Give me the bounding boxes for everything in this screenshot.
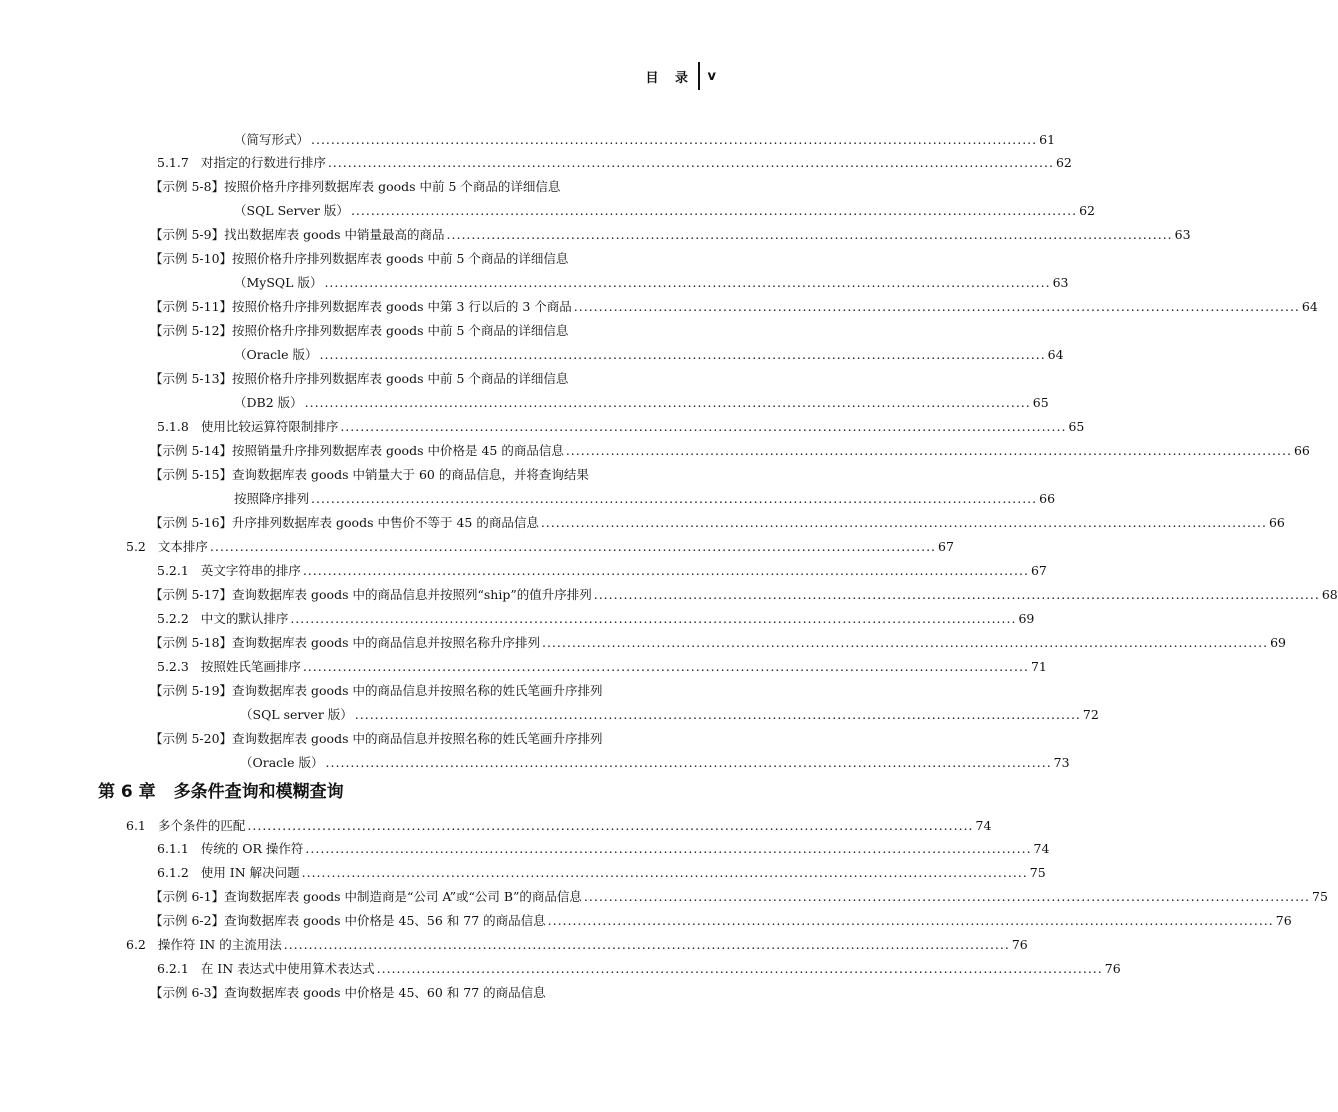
toc-leader: .................................................................................................................................................. [247, 818, 974, 833]
toc-entry[interactable] [150, 587, 1338, 603]
toc-leader: .................................................................................................................................................. [305, 841, 1032, 856]
toc-entry[interactable] [150, 635, 1287, 651]
toc-page-number: 62 [1079, 203, 1095, 218]
toc-entry[interactable] [150, 515, 1285, 531]
toc-entry-text: 【示例 5-19】查询数据库表 goods 中的商品信息并按照名称的姓氏笔画升序排列 [150, 683, 603, 698]
toc-entry-text: 【示例 5-20】查询数据库表 goods 中的商品信息并按照名称的姓氏笔画升序排列 [150, 731, 603, 746]
toc-entry[interactable] [126, 818, 992, 834]
toc-leader: .................................................................................................................................................. [350, 203, 1078, 218]
toc-entry[interactable] [150, 179, 560, 195]
toc-page-number: 73 [1053, 755, 1070, 770]
toc-leader: .................................................................................................................................................. [302, 659, 1029, 674]
toc-page-number: 68 [1321, 587, 1338, 602]
toc-entry-text: 【示例 5-16】升序排列数据库表 goods 中售价不等于 45 的商品信息 [150, 515, 539, 530]
toc-entry[interactable] [240, 755, 1070, 771]
toc-page-number: 65 [1032, 395, 1049, 410]
toc-entry[interactable] [126, 937, 1028, 953]
toc-entry-text: 操作符 IN 的主流用法 [157, 937, 282, 952]
toc-entry[interactable] [157, 841, 1050, 857]
toc-entry[interactable] [150, 467, 589, 483]
toc-leader: .................................................................................................................................................. [319, 347, 1046, 362]
toc-page-number: 67 [1030, 563, 1047, 578]
toc-entry-text: （简写形式） [234, 132, 310, 147]
toc-entry[interactable] [234, 132, 1056, 148]
toc-page-number: 63 [1052, 275, 1069, 290]
toc-leader: .................................................................................................................................................. [311, 491, 1038, 506]
toc-page-number: 72 [1082, 707, 1099, 722]
toc-page-number: 62 [1055, 155, 1072, 170]
toc-leader: .................................................................................................................................................. [311, 132, 1038, 147]
toc-entry[interactable] [234, 395, 1049, 411]
toc-entry[interactable] [157, 155, 1072, 171]
toc-entry-text: 中文的默认排序 [200, 611, 289, 626]
toc-entry[interactable] [150, 985, 546, 1001]
toc-page-number: 74 [975, 818, 992, 833]
chapter-title: 多条件查询和模糊查询 [173, 782, 344, 802]
toc-section-number: 6.2 [126, 937, 146, 952]
toc-page-number: 69 [1018, 611, 1035, 626]
toc-section-number: 5.2.3 [157, 659, 189, 674]
toc-section-number: 5.2 [126, 539, 146, 554]
toc-page-number: 63 [1174, 227, 1191, 242]
toc-entry[interactable] [234, 347, 1064, 363]
toc-entry[interactable] [157, 961, 1121, 977]
toc-entry-text: 传统的 OR 操作符 [200, 841, 304, 856]
toc-entry[interactable] [157, 611, 1035, 627]
toc-section-number: 5.1.7 [157, 155, 189, 170]
toc-page-number: 75 [1029, 865, 1046, 880]
toc-entry[interactable] [150, 323, 568, 339]
toc-leader: .................................................................................................................................................. [565, 443, 1292, 458]
toc-leader: .................................................................................................................................................. [290, 611, 1017, 626]
toc-entry-text: 【示例 5-15】查询数据库表 goods 中销量大于 60 的商品信息，并将查询结果 [150, 467, 589, 482]
toc-entry-text: 【示例 5-8】按照价格升序排列数据库表 goods 中前 5 个商品的详细信息 [150, 179, 561, 194]
toc-page-number: 64 [1047, 347, 1064, 362]
toc-page-number: 75 [1312, 889, 1328, 904]
toc-leader: .................................................................................................................................................. [354, 707, 1081, 722]
header-title: 目 录 [645, 70, 695, 86]
toc-entry-text: 多个条件的匹配 [157, 818, 246, 833]
toc-leader: .................................................................................................................................................. [541, 635, 1269, 650]
toc-page-number: 69 [1270, 635, 1287, 650]
toc-page-number: 66 [1039, 491, 1056, 506]
toc-entry-text: 英文字符串的排序 [200, 563, 301, 578]
toc-entry[interactable] [157, 659, 1047, 675]
toc-page-number: 64 [1301, 299, 1318, 314]
toc-entry-text: 使用比较运算符限制排序 [200, 419, 339, 434]
toc-entry[interactable] [234, 203, 1095, 219]
toc-entry-text: （SQL server 版） [240, 707, 353, 722]
toc-leader: .................................................................................................................................................. [304, 395, 1031, 410]
chapter-number: 第 6 章 [98, 782, 156, 802]
toc-page-number: 61 [1039, 132, 1056, 147]
toc-page-number: 71 [1030, 659, 1047, 674]
toc-entry-text: 【示例 5-10】按照价格升序排列数据库表 goods 中前 5 个商品的详细信息 [150, 251, 569, 266]
toc-leader: .................................................................................................................................................. [325, 755, 1052, 770]
toc-page-number: 74 [1033, 841, 1050, 856]
toc-section-number: 6.1.2 [157, 865, 189, 880]
header-divider [698, 62, 700, 90]
toc-entry[interactable] [150, 251, 568, 267]
toc-leader: .................................................................................................................................................. [540, 515, 1267, 530]
toc-section-number: 5.2.2 [157, 611, 189, 626]
toc-entry-text: （Oracle 版） [234, 347, 318, 362]
toc-entry[interactable] [234, 275, 1069, 291]
toc-section-number: 6.1 [126, 818, 146, 833]
toc-entry-text: 【示例 5-12】按照价格升序排列数据库表 goods 中前 5 个商品的详细信息 [150, 323, 569, 338]
toc-leader: .................................................................................................................................................. [327, 155, 1054, 170]
toc-leader: .................................................................................................................................................. [283, 937, 1010, 952]
toc-entry[interactable] [157, 563, 1047, 579]
toc-leader: .................................................................................................................................................. [376, 961, 1103, 976]
toc-leader: .................................................................................................................................................. [547, 913, 1274, 928]
toc-entry-text: 【示例 5-14】按照销量升序排列数据库表 goods 中价格是 45 的商品信息 [150, 443, 564, 458]
toc-leader: .................................................................................................................................................. [446, 227, 1173, 242]
toc-entry-text: （MySQL 版） [234, 275, 323, 290]
toc-page-number: 66 [1268, 515, 1285, 530]
toc-entry-text: 使用 IN 解决问题 [200, 865, 300, 880]
toc-entry-text: 【示例 6-1】查询数据库表 goods 中制造商是“公司 A”或“公司 B”的商品信息 [150, 889, 582, 904]
toc-page-number: 76 [1011, 937, 1028, 952]
toc-leader: .................................................................................................................................................. [583, 889, 1311, 904]
toc-entry-text: （Oracle 版） [240, 755, 324, 770]
toc-leader: .................................................................................................................................................. [302, 563, 1029, 578]
toc-entry-text: 【示例 5-18】查询数据库表 goods 中的商品信息并按照名称升序排列 [150, 635, 540, 650]
toc-section-number: 5.2.1 [157, 563, 189, 578]
chapter-heading[interactable] [98, 777, 344, 802]
toc-entry-text: （SQL Server 版） [234, 203, 349, 218]
running-header [645, 62, 716, 90]
toc-entry[interactable] [150, 889, 1328, 905]
toc-page-number: 76 [1275, 913, 1292, 928]
toc-entry-text: 【示例 5-13】按照价格升序排列数据库表 goods 中前 5 个商品的详细信息 [150, 371, 569, 386]
toc-page-number: 76 [1104, 961, 1121, 976]
toc-entry-text: 对指定的行数进行排序 [200, 155, 326, 170]
toc-entry[interactable] [150, 443, 1310, 459]
toc-leader: .................................................................................................................................................. [209, 539, 937, 554]
toc-page-number: 67 [938, 539, 954, 554]
toc-entry[interactable] [157, 419, 1085, 435]
toc-entry-text: 文本排序 [157, 539, 208, 554]
toc-entry-text: 【示例 6-2】查询数据库表 goods 中价格是 45、56 和 77 的商品信息 [150, 913, 546, 928]
toc-leader: .................................................................................................................................................. [573, 299, 1300, 314]
toc-entry[interactable] [150, 731, 602, 747]
toc-entry[interactable] [150, 299, 1318, 315]
toc-entry-text: 【示例 5-17】查询数据库表 goods 中的商品信息并按照列“ship”的值升序排列 [150, 587, 592, 602]
toc-entry-text: 按照降序排列 [234, 491, 310, 506]
header-page-number: v [707, 68, 716, 84]
toc-entry[interactable] [157, 865, 1046, 881]
toc-entry-text: 按照姓氏笔画排序 [200, 659, 301, 674]
toc-entry[interactable] [150, 683, 602, 699]
toc-section-number: 6.2.1 [157, 961, 189, 976]
toc-leader: .................................................................................................................................................. [340, 419, 1067, 434]
toc-leader: .................................................................................................................................................. [301, 865, 1028, 880]
toc-entry[interactable] [240, 707, 1099, 723]
toc-entry[interactable] [150, 371, 568, 387]
toc-section-number: 6.1.1 [157, 841, 189, 856]
toc-entry[interactable] [150, 913, 1292, 929]
toc-leader: .................................................................................................................................................. [324, 275, 1051, 290]
toc-entry-text: 【示例 5-11】按照价格升序排列数据库表 goods 中第 3 行以后的 3 个商品 [150, 299, 572, 314]
toc-leader: .................................................................................................................................................. [593, 587, 1320, 602]
toc-page-number: 66 [1293, 443, 1310, 458]
toc-entry-text: （DB2 版） [234, 395, 303, 410]
toc-entry[interactable] [126, 539, 954, 555]
toc-page-number: 65 [1068, 419, 1085, 434]
toc-section-number: 5.1.8 [157, 419, 189, 434]
toc-entry-text: 【示例 6-3】查询数据库表 goods 中价格是 45、60 和 77 的商品信息 [150, 985, 546, 1000]
toc-entry[interactable] [150, 227, 1191, 243]
toc-entry[interactable] [234, 491, 1056, 507]
toc-entry-text: 在 IN 表达式中使用算术表达式 [200, 961, 375, 976]
toc-entry-text: 【示例 5-9】找出数据库表 goods 中销量最高的商品 [150, 227, 445, 242]
